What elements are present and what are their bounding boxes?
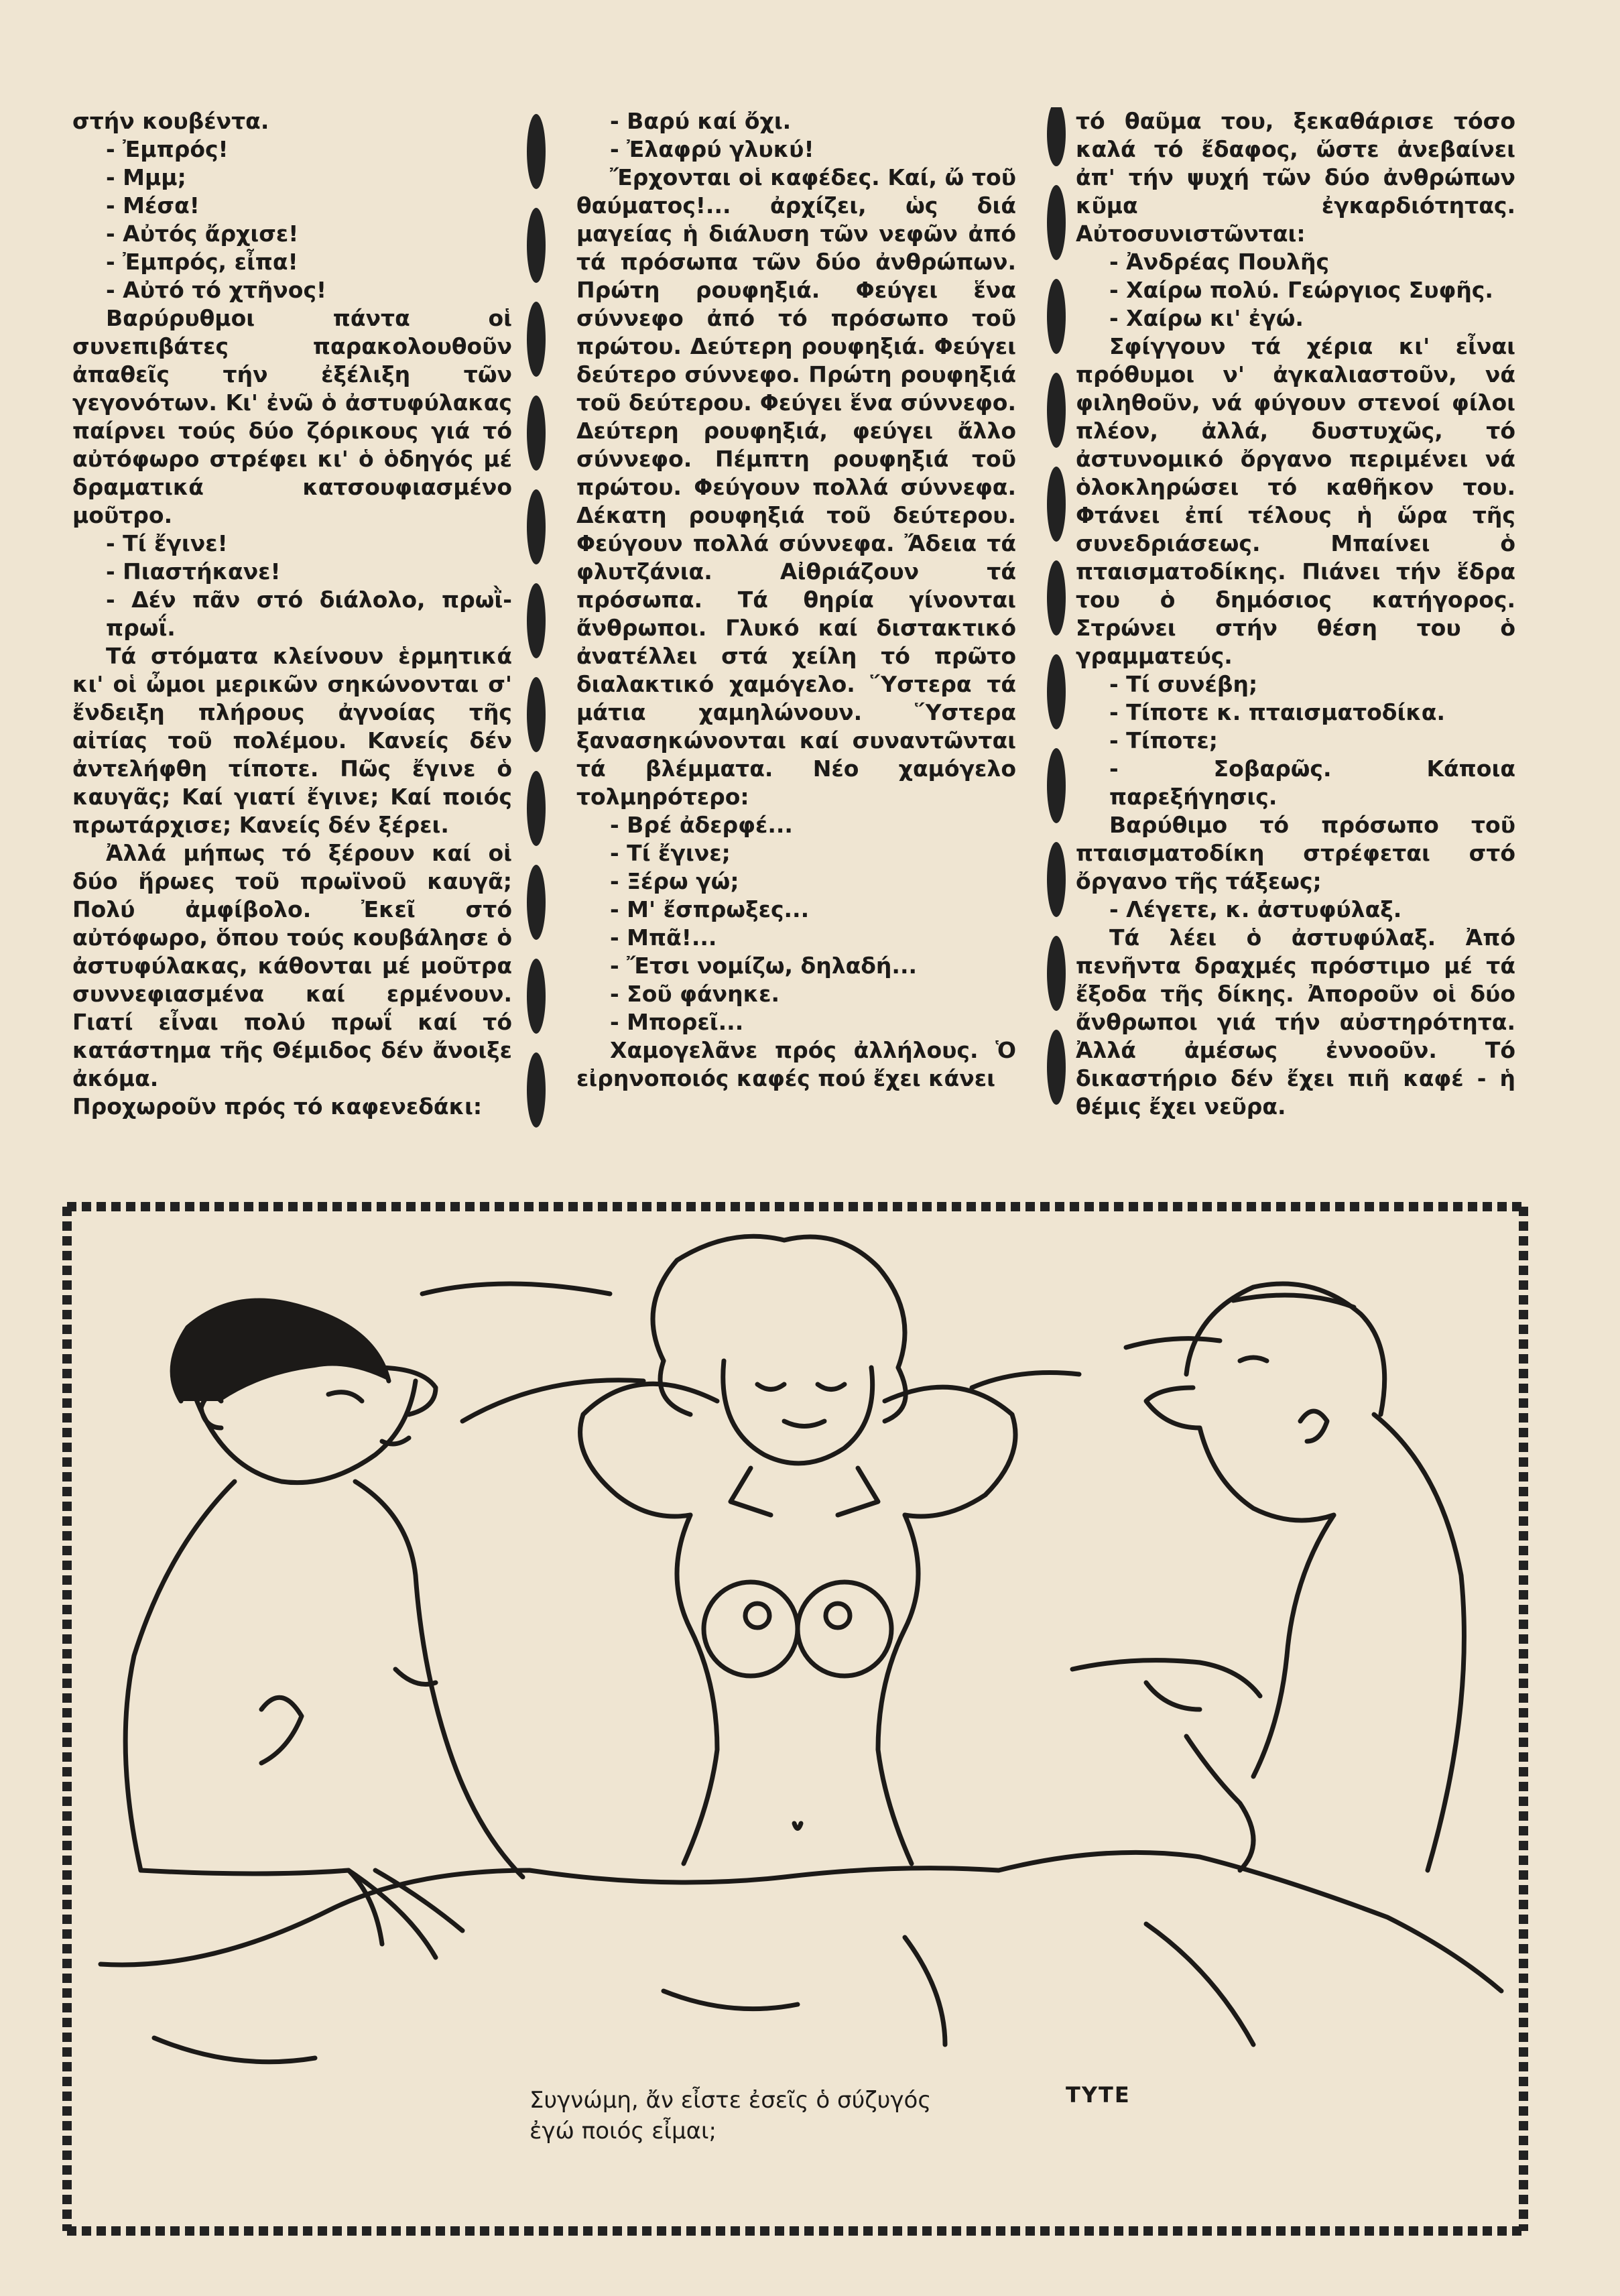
ornament-dots — [520, 107, 552, 1153]
paragraph: Ἀλλά μήπως τό ξέρουν καί οἱ δύο ἥρωες τοῦ πρωϊνοῦ καυγᾶ; Πολύ ἀμφίβολο. Ἐκεῖ στό αὐτόφωρο, ὅπου τούς κουβάλησε ὁ ἀστυφύλακας, κάθονται μέ μοῦτρα συννεφιασμένα καί ερμένουν. Γιατί εἶναι πολύ πρωΐ καί τό κατάστημα τῆς Θέμιδος δέν ἄνοιξε ἀκόμα. — [72, 840, 512, 1091]
paragraph: Βαρύθιμο τό πρόσωπο τοῦ πταισματοδίκη στρέφεται στό ὄργανο τῆς τάξεως; — [1076, 812, 1515, 894]
dialogue-line: - Μπορεῖ... — [610, 1009, 744, 1035]
paragraph: Τά στόματα κλείνουν ἑρμητικά κι' οἱ ὦμοι μερικῶν σηκώνονται σ' ἔνδειξη πλήρους ἀγνοίας τῆς αἰτίας τοῦ πολέμου. Κανείς δέν ἀντελήφθη τίποτε. Πῶς ἔγινε ὁ καυγᾶς; Καί γιατί ἔγινε; Καί ποιός πρωτάρχισε; Κανείς δέν ξέρει. — [72, 643, 512, 838]
dialogue-line: - Λέγετε, κ. ἀστυφύλαξ. — [1109, 896, 1402, 922]
dialogue-line: - Πιαστήκανε! — [106, 558, 281, 585]
dialogue-line: - Μέσα! — [106, 192, 200, 219]
paragraph: Χαμογελᾶνε πρός ἀλλήλους. Ὁ εἰρηνοποιός καφές πού ἔχει κάνει — [576, 1037, 1016, 1091]
dialogue-line: - Τί συνέβη; — [1109, 671, 1258, 697]
paragraph: Τά λέει ὁ ἀστυφύλαξ. Ἀπό πενῆντα δραχμές πρόστιμο μέ τά ἔξοδα τῆς δίκης. Ἀπορoῦν οἱ δύο ἄνθρωποι γιά τήν αὐστηρότητα. Ἀλλά ἀμέσως ἐννοοῦν. Τό δικαστήριο δέν ἔχει πιῆ καφέ - ἡ θέμις ἔχει νεῦρα. — [1076, 924, 1515, 1120]
ornament-dots — [1040, 107, 1072, 1153]
paragraph: Σφίγγουν τά χέρια κι' εἶναι πρόθυμοι ν' ἀγκαλιαστοῦν, νά φιληθοῦν, νά φύγουν στενοί φίλοι πλέον, ἀλλά, δυστυχῶς, τό ἀστυνομικό ὄργανο περιμένει νά ὁλοκληρώσει τό καθῆκον του. Φτάνει ἐπί τέλους ἡ ὥρα τῆς συνεδριάσεως. Μπαίνει ὁ πταισματοδίκης. Πιάνει τήν ἕδρα του ὁ δημόσιος κατήγορος. Στρώνει στήν θέση του ὁ γραμματεύς. — [1076, 333, 1515, 669]
dialogue-line: - Ἐμπρός! — [106, 136, 229, 162]
dialogue-line: - Τί ἔγινε! — [106, 530, 228, 556]
dialogue-line: - Βαρύ καί ὄχι. — [610, 108, 792, 134]
dialogue-line: - Τίποτε; — [1109, 727, 1218, 753]
paragraph: Βαρύρυθμοι πάντα οἱ συνεπιβάτες παρακολουθοῦν ἀπαθεῖς τήν ἐξέλιξη τῶν γεγονότων. Κι' ἐνῶ ὁ ἀστυφύλακας παίρνει τούς δύο ζόρικους γιά τό αὐτόφωρο στρέφει κι' ὁ ὁδηγός μέ δραματικά κατσουφιασμένο μοῦτρο. — [72, 305, 512, 528]
dialogue-line: - Μπᾶ!... — [610, 924, 717, 951]
dialogue-line: - Μμμ; — [106, 164, 186, 190]
caption-line-1: Συγνώμη, ἄν εἶστε ἐσεῖς ὁ σύζυγός — [529, 2087, 932, 2114]
column-divider-ornaments — [520, 107, 552, 1153]
dialogue-line: - Σοῦ φάνηκε. — [610, 981, 780, 1007]
dialogue-line: - Δέν πᾶν στό διάλολο, πρωῒ-πρωΐ. — [106, 587, 512, 641]
paragraph: Προχωροῦν πρός τό καφενεδάκι: — [72, 1093, 483, 1120]
dialogue-line: - Βρέ ἀδερφέ... — [610, 812, 793, 838]
text-column-3 — [1076, 107, 1515, 1121]
dialogue-line: - Ἐλαφρύ γλυκύ! — [610, 136, 814, 162]
dialogue-line: - Σοβαρῶς. Κάποια παρεξήγησις. — [1109, 756, 1515, 810]
dialogue-line: - Μ' ἔσπρωξες... — [610, 896, 810, 922]
dialogue-line: - Αὐτό τό χτῆνος! — [106, 277, 327, 303]
caption-line-2: ἐγώ ποιός εἶμαι; — [529, 2118, 717, 2144]
dialogue-line: - Τίποτε κ. πταισματοδίκα. — [1109, 699, 1445, 725]
cartoon-caption — [529, 2085, 1039, 2147]
dialogue-line: - Ἐμπρός, εἶπα! — [106, 249, 298, 275]
artist-signature: ΤΥΤΕ — [1066, 2082, 1131, 2108]
paragraph: στήν κουβέντα. — [72, 108, 269, 134]
dialogue-line: - Χαίρω κι' ἐγώ. — [1109, 305, 1304, 331]
cartoon-illustration — [60, 1200, 1532, 2239]
paragraph: Ἔρχονται οἱ καφέδες. Καί, ὤ τοῦ θαύματος!... ἀρχίζει, ὡς διά μαγείας ἡ διάλυση τῶν νεφῶν ἀπό τά πρόσωπα τῶν δύο ἀνθρώπων. Πρώτη ρουφηξιά. Φεύγει ἕνα σύννεφο ἀπό τό πρόσωπο τοῦ πρώτου. Δεύτερη ρουφηξιά. Φεύγει δεύτερο σύννεφο. Πρώτη ρουφηξιά τοῦ δεύτερου. Φεύγει ἕνα σύννεφο. Δεύτερη ρουφηξιά, φεύγει ἄλλο σύννεφο. Πέμπτη ρουφηξιά τοῦ πρώτου. Φεύγουν πολλά σύννεφα. Δέκατη ρουφηξιά τοῦ δεύτερου. Φεύγουν πολλά σύννεφα. Ἄδεια τά φλυτζάνια. Αἰθριάζουν τά πρόσωπα. Τά θηρία γίνονται ἄνθρωποι. Γλυκό καί διστακτικό ἀνατέλλει στά χείλη τό πρῶτο διαλακτικό χαμόγελο. Ὕστερα τά μάτια χαμηλώνουν. Ὕστερα ξανασηκώνονται καί συναντῶνται τά βλέμματα. Νέο χαμόγελο τολμηρότερο: — [576, 164, 1016, 810]
dialogue-line: - Ἔτσι νομίζω, δηλαδή... — [610, 953, 918, 979]
dialogue-line: - Ἀνδρέας Πουλῆς — [1109, 249, 1330, 275]
cartoon-panel — [60, 1200, 1532, 2239]
column-divider-ornaments — [1040, 107, 1072, 1153]
dialogue-line: - Ξέρω γώ; — [610, 868, 739, 894]
dialogue-line: - Χαίρω πολύ. Γεώργιος Συφῆς. — [1109, 277, 1493, 303]
text-column-1 — [72, 107, 512, 1121]
dialogue-line: - Αὐτός ἄρχισε! — [106, 221, 299, 247]
dialogue-line: - Τί ἔγινε; — [610, 840, 731, 866]
paragraph: τό θαῦμα του, ξεκαθάρισε τόσο καλά τό ἔδαφος, ὥστε ἀνεβαίνει ἀπ' τήν ψυχή τῶν δύο ἀνθρώπων κῦμα ἐγκαρδιότητας. Αὐτοσυνιστῶνται: — [1076, 108, 1515, 247]
text-column-2 — [576, 107, 1016, 1093]
